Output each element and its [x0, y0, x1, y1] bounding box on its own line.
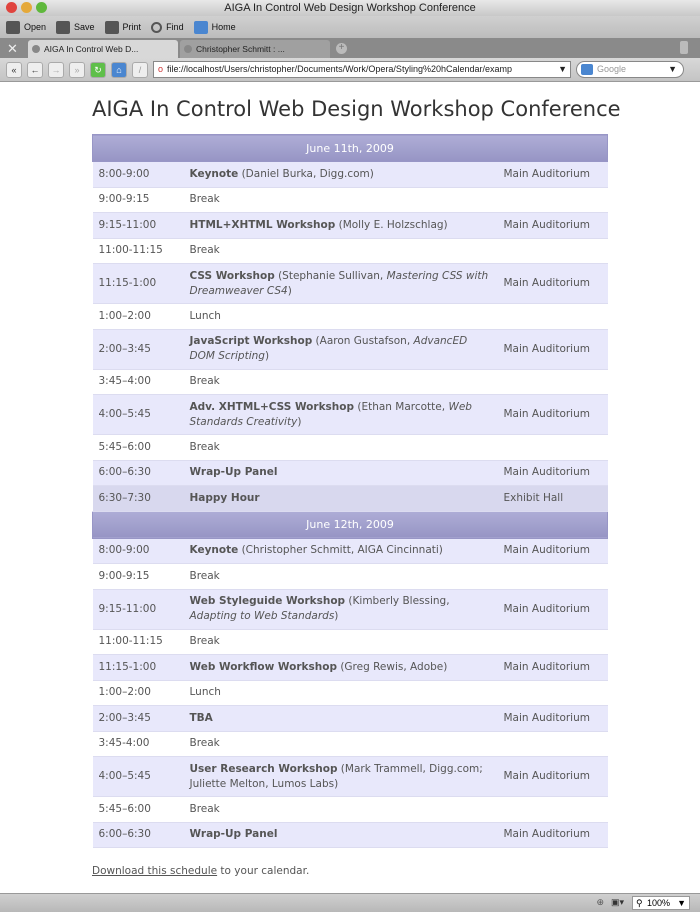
- event-location: Main Auditorium: [498, 264, 608, 304]
- download-note: [92, 865, 309, 877]
- event-location: Main Auditorium: [498, 162, 608, 188]
- table-row: [93, 629, 608, 655]
- event-summary: [184, 435, 498, 461]
- event-location: Main Auditorium: [498, 655, 608, 681]
- event-plain: Lunch: [189, 686, 221, 699]
- event-plain: Break: [189, 569, 220, 582]
- event-title: Web Workflow Workshop: [189, 660, 337, 673]
- search-input[interactable]: [576, 61, 684, 78]
- event-location: Main Auditorium: [498, 213, 608, 239]
- event-summary: [184, 680, 498, 706]
- find-label: Find: [166, 22, 184, 32]
- close-window-button[interactable]: [6, 2, 17, 13]
- new-tab-icon[interactable]: +: [336, 43, 347, 54]
- event-summary: [184, 706, 498, 732]
- close-tab-icon[interactable]: [32, 45, 40, 53]
- event-detail-end: ): [297, 415, 302, 428]
- event-time: 11:15-1:00: [93, 655, 184, 681]
- title-bar: [0, 0, 700, 16]
- tab-aiga[interactable]: [28, 40, 178, 58]
- event-time: 9:00-9:15: [93, 187, 184, 213]
- printer-icon: [105, 21, 119, 34]
- print-button[interactable]: [105, 21, 142, 34]
- event-summary: [184, 589, 498, 629]
- table-row: [93, 264, 608, 304]
- table-row: [93, 213, 608, 239]
- event-time: 1:00–2:00: [93, 304, 184, 330]
- event-time: 6:00–6:30: [93, 822, 184, 848]
- zoom-window-button[interactable]: [36, 2, 47, 13]
- table-row: [93, 564, 608, 590]
- event-detail-end: ): [287, 284, 292, 297]
- event-summary: [184, 822, 498, 848]
- event-title: Keynote: [189, 544, 239, 557]
- event-time: 4:00–5:45: [93, 757, 184, 797]
- event-title: HTML+XHTML Workshop: [189, 218, 336, 231]
- table-row: [93, 435, 608, 461]
- close-tab-icon[interactable]: [184, 45, 192, 53]
- schedule-table: [92, 134, 608, 848]
- search-placeholder: Google: [597, 64, 627, 74]
- find-button[interactable]: [151, 22, 184, 33]
- download-note-text: to your calendar.: [217, 865, 310, 877]
- event-time: 6:00–6:30: [93, 460, 184, 486]
- event-location: [498, 187, 608, 213]
- event-time: 3:45–4:00: [93, 369, 184, 395]
- event-location: Main Auditorium: [498, 589, 608, 629]
- download-schedule-link[interactable]: Download this schedule: [92, 865, 218, 877]
- edit-icon[interactable]: /: [132, 62, 148, 78]
- event-time: 5:45–6:00: [93, 797, 184, 823]
- event-time: 9:15-11:00: [93, 589, 184, 629]
- event-summary: [184, 304, 498, 330]
- event-time: 9:00-9:15: [93, 564, 184, 590]
- day-header: June 12th, 2009: [93, 511, 608, 538]
- event-time: 8:00-9:00: [93, 162, 184, 188]
- event-plain: Break: [189, 193, 220, 206]
- event-book: Mastering CSS with Dreamweaver CS4: [189, 269, 489, 297]
- event-summary: [184, 162, 498, 188]
- table-row: [93, 162, 608, 188]
- event-detail-end: ): [334, 610, 339, 622]
- event-summary: [184, 369, 498, 395]
- event-summary: [184, 731, 498, 757]
- navigation-bar: [0, 58, 700, 82]
- event-time: 2:00–3:45: [93, 329, 184, 369]
- event-time: 6:30–7:30: [93, 486, 184, 512]
- zoom-value: 100%: [647, 898, 671, 908]
- day-header-row: [93, 135, 608, 162]
- table-row: [93, 395, 608, 435]
- table-row: [93, 304, 608, 330]
- event-plain: Break: [189, 244, 220, 257]
- home-icon[interactable]: ⌂: [111, 62, 127, 78]
- event-summary: [184, 264, 498, 304]
- event-location: [498, 369, 608, 395]
- chevron-down-icon: ▼: [677, 898, 686, 908]
- event-plain: Break: [189, 737, 220, 750]
- event-title: Happy Hour: [189, 491, 260, 504]
- table-row: [93, 655, 608, 681]
- event-title: CSS Workshop: [189, 269, 275, 282]
- tab-christopher-schmitt[interactable]: [180, 40, 330, 58]
- event-plain: Break: [189, 635, 220, 648]
- event-time: 8:00-9:00: [93, 538, 184, 564]
- event-title: Web Styleguide Workshop: [189, 595, 346, 607]
- chevron-down-icon[interactable]: ▼: [668, 64, 677, 74]
- event-detail: (Stephanie Sullivan,: [274, 269, 387, 282]
- event-plain: Break: [189, 802, 220, 815]
- event-location: Main Auditorium: [498, 460, 608, 486]
- google-icon: [581, 64, 593, 75]
- table-row: [93, 731, 608, 757]
- event-plain: Break: [189, 375, 220, 388]
- home-icon: [194, 21, 208, 34]
- event-time: 11:00-11:15: [93, 629, 184, 655]
- disk-icon: [56, 21, 70, 34]
- network-icon[interactable]: ⊕: [596, 897, 604, 907]
- event-location: Exhibit Hall: [498, 486, 608, 512]
- table-row: [93, 822, 608, 848]
- event-detail: (Daniel Burka, Digg.com): [238, 167, 374, 180]
- table-row: [93, 238, 608, 264]
- event-time: 11:00-11:15: [93, 238, 184, 264]
- url-text: file://localhost/Users/christopher/Documents/Work/Opera/Styling%20hCalendar/examp: [167, 64, 513, 74]
- opera-icon: o: [158, 64, 164, 74]
- tab-label: AIGA In Control Web D...: [44, 44, 139, 54]
- event-summary: [184, 238, 498, 264]
- event-location: [498, 304, 608, 330]
- event-summary: [184, 213, 498, 239]
- event-detail: (Molly E. Holzschlag): [335, 218, 448, 231]
- save-button[interactable]: [56, 21, 95, 34]
- event-location: [498, 435, 608, 461]
- event-detail-end: ): [264, 350, 270, 362]
- event-summary: [184, 629, 498, 655]
- event-detail: (Mark Trammell, Digg.com; Juliette Melton, Lumos Labs): [189, 762, 483, 790]
- event-detail: (Ethan Marcotte,: [354, 400, 449, 413]
- event-summary: [184, 757, 498, 797]
- fast-forward-icon[interactable]: »: [69, 62, 85, 78]
- home-label: Home: [211, 22, 236, 32]
- event-location: Main Auditorium: [498, 538, 608, 564]
- event-book: Adapting to Web Standards: [189, 610, 335, 622]
- event-title: TBA: [189, 711, 213, 724]
- address-field[interactable]: [153, 61, 571, 78]
- event-summary: [184, 486, 498, 512]
- tools-icon[interactable]: ✕: [7, 41, 18, 56]
- event-title: Wrap-Up Panel: [189, 828, 278, 841]
- event-title: Keynote: [189, 167, 239, 180]
- event-plain: Lunch: [189, 309, 221, 322]
- minimize-window-button[interactable]: [21, 2, 32, 13]
- event-summary: [184, 460, 498, 486]
- table-row: [93, 757, 608, 797]
- folder-icon: [6, 21, 20, 34]
- page-title: AIGA In Control Web Design Workshop Conference: [92, 97, 621, 121]
- event-time: 1:00–2:00: [93, 680, 184, 706]
- event-time: 9:15-11:00: [93, 213, 184, 239]
- toolbar: [0, 16, 700, 38]
- magnifier-icon: ⚲: [636, 898, 643, 908]
- open-label: Open: [24, 22, 47, 32]
- event-location: Main Auditorium: [498, 706, 608, 732]
- event-location: [498, 797, 608, 823]
- event-detail: (Greg Rewis, Adobe): [336, 660, 448, 673]
- page-content: [0, 85, 700, 893]
- back-icon[interactable]: ←: [27, 62, 43, 78]
- event-summary: [184, 564, 498, 590]
- event-plain: Break: [189, 440, 220, 453]
- table-row: [93, 680, 608, 706]
- event-summary: [184, 538, 498, 564]
- event-summary: [184, 187, 498, 213]
- event-time: 2:00–3:45: [93, 706, 184, 732]
- save-label: Save: [74, 22, 95, 32]
- event-summary: [184, 395, 498, 435]
- event-location: [498, 731, 608, 757]
- chevron-down-icon[interactable]: ▼: [558, 64, 567, 74]
- event-location: Main Auditorium: [498, 757, 608, 797]
- status-bar: [0, 893, 700, 912]
- event-title: JavaScript Workshop: [189, 335, 313, 347]
- event-book: AdvancED DOM Scripting: [189, 335, 468, 362]
- event-location: [498, 680, 608, 706]
- print-label: Print: [122, 22, 142, 32]
- event-summary: [184, 329, 498, 369]
- event-location: Main Auditorium: [498, 822, 608, 848]
- home-button[interactable]: [194, 21, 236, 34]
- table-row: [93, 486, 608, 512]
- event-time: 3:45-4:00: [93, 731, 184, 757]
- table-row: [93, 460, 608, 486]
- reload-icon[interactable]: ↻: [90, 62, 106, 78]
- event-location: [498, 564, 608, 590]
- open-button[interactable]: [6, 21, 46, 34]
- event-time: 5:45–6:00: [93, 435, 184, 461]
- table-row: [93, 706, 608, 732]
- table-row: [93, 369, 608, 395]
- camera-icon[interactable]: ▣▾: [610, 897, 624, 907]
- event-location: Main Auditorium: [498, 395, 608, 435]
- event-time: 4:00–5:45: [93, 395, 184, 435]
- event-time: 11:15-1:00: [93, 264, 184, 304]
- tab-bar: [0, 38, 700, 58]
- event-title: Wrap-Up Panel: [189, 466, 278, 479]
- window-title: AIGA In Control Web Design Workshop Conference: [224, 2, 476, 14]
- event-detail: (Aaron Gustafson,: [312, 335, 414, 347]
- trash-icon[interactable]: [680, 41, 688, 54]
- event-title: Adv. XHTML+CSS Workshop: [189, 400, 355, 413]
- event-detail: (Kimberly Blessing,: [345, 595, 450, 607]
- event-location: Main Auditorium: [498, 329, 608, 369]
- table-row: [93, 538, 608, 564]
- forward-icon[interactable]: →: [48, 62, 64, 78]
- event-summary: [184, 797, 498, 823]
- table-row: [93, 329, 608, 369]
- event-title: User Research Workshop: [189, 762, 338, 775]
- event-location: [498, 629, 608, 655]
- rewind-icon[interactable]: «: [6, 62, 22, 78]
- event-detail: (Christopher Schmitt, AIGA Cincinnati): [238, 544, 443, 557]
- event-summary: [184, 655, 498, 681]
- magnifier-icon: [151, 22, 162, 33]
- day-header: June 11th, 2009: [93, 135, 608, 162]
- tab-label: Christopher Schmitt : ...: [196, 44, 285, 54]
- table-row: [93, 589, 608, 629]
- table-row: [93, 797, 608, 823]
- event-book: Web Standards Creativity: [189, 400, 472, 428]
- event-location: [498, 238, 608, 264]
- table-row: [93, 187, 608, 213]
- day-header-row: [93, 511, 608, 538]
- zoom-select[interactable]: [632, 896, 690, 910]
